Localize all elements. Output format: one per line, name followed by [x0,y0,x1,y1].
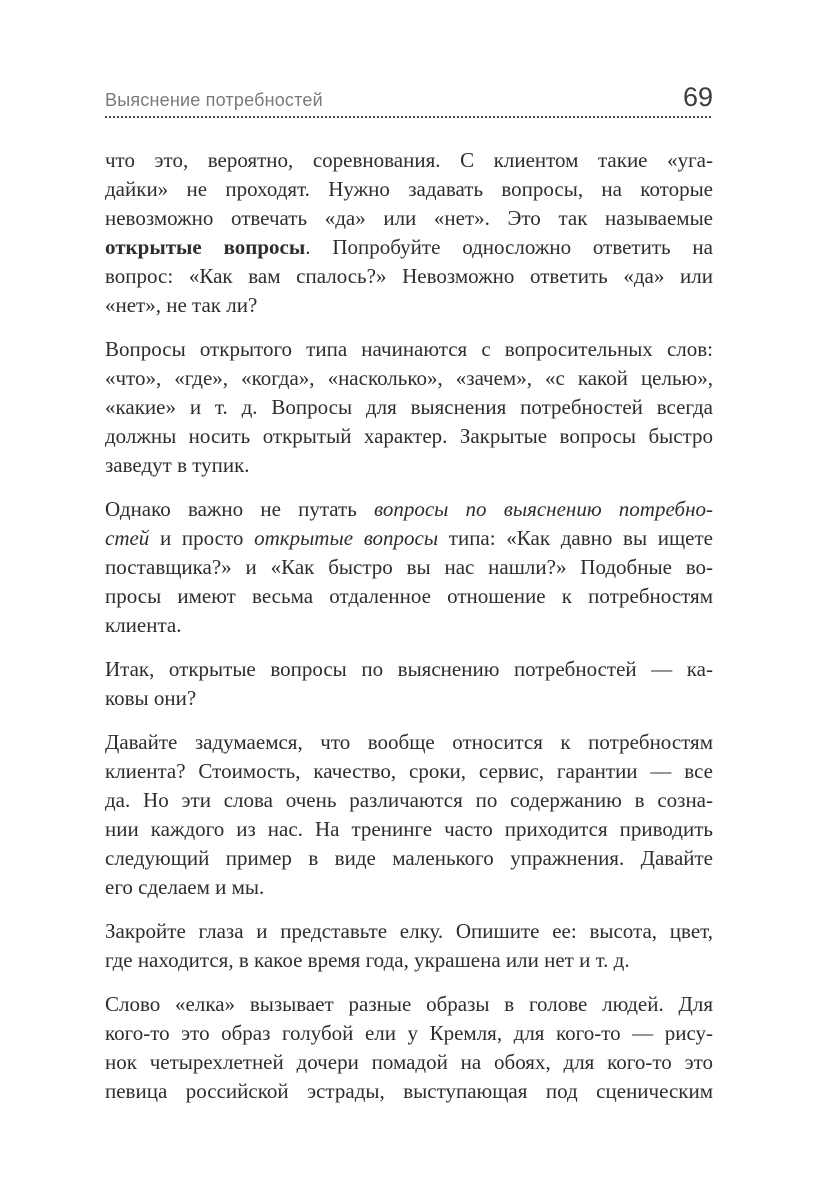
text-line [105,1077,713,1106]
text-line [105,291,713,320]
text-run: . Попробуйте односложно ответить на [305,235,713,259]
text-line [105,728,713,757]
text-run: следующий пример в виде маленького упражнения. Давайте [105,846,713,870]
text-line [105,175,713,204]
paragraph [105,495,713,640]
text-run: типа: «Как давно вы ищете [438,526,713,550]
text-run: открытые вопросы [105,235,306,259]
paragraph [105,335,713,480]
text-line [105,451,713,480]
text-line [105,146,713,175]
text-run: вопрос: «Как вам спалось?» Невозможно ответить «да» или [105,264,713,288]
text-line [105,611,713,640]
text-line [105,655,713,684]
text-line [105,204,713,233]
text-line [105,844,713,873]
text-run: клиента? Стоимость, качество, сроки, сервис, гарантии — все [105,759,713,783]
text-line [105,990,713,1019]
text-run: «какие» и т. д. Вопросы для выяснения потребностей всегда [105,395,713,419]
body-text [105,146,713,1106]
text-line [105,1019,713,1048]
text-line [105,422,713,451]
text-run: «что», «где», «когда», «насколько», «зачем», «с какой целью», [105,366,713,390]
text-line [105,815,713,844]
text-run: певица российской эстрады, выступающая под сценическим [105,1079,713,1103]
paragraph [105,990,713,1106]
running-title: Выяснение потребностей [105,90,323,110]
page-number: 69 [682,82,713,112]
text-run: Вопросы открытого типа начинаются с вопросительных слов: [105,337,713,361]
text-line [105,262,713,291]
text-run: заведут в тупик. [105,453,250,477]
text-run: Итак, открытые вопросы по выяснению потребностей — ка- [105,657,713,681]
text-line [105,786,713,815]
page-content [105,84,713,1106]
text-line [105,873,713,902]
text-line [105,757,713,786]
text-line [105,946,713,975]
text-run: кого-то это образ голубой ели у Кремля, для кого-то — рису- [105,1021,713,1045]
paragraph [105,917,713,975]
text-line [105,684,713,713]
text-line [105,524,713,553]
text-run: «нет», не так ли? [105,293,258,317]
text-run: Закройте глаза и представьте елку. Опишите ее: высота, цвет, [105,919,713,943]
text-run: невозможно отвечать «да» или «нет». Это так называемые [105,206,713,230]
text-run: где находится, в какое время года, украшена или нет и т. д. [105,948,630,972]
text-run: дайки» не проходят. Нужно задавать вопросы, на которые [105,177,713,201]
text-run: ковы они? [105,686,197,710]
paragraph [105,655,713,713]
text-run: просы имеют весьма отдаленное отношение к потребностям [105,584,713,608]
text-run: его сделаем и мы. [105,875,265,899]
text-run: должны носить открытый характер. Закрытые вопросы быстро [105,424,713,448]
dotted-separator [105,116,713,118]
text-run: Давайте задумаемся, что вообще относится к потребностям [105,730,713,754]
text-run: да. Но эти слова очень различаются по содержанию в созна- [105,788,713,812]
text-run: клиента. [105,613,182,637]
text-run: что это, вероятно, соревнования. С клиентом такие «уга- [105,148,713,172]
paragraph [105,146,713,320]
text-line [105,233,713,262]
page-header [105,84,713,111]
text-line [105,582,713,611]
text-line [105,917,713,946]
text-run: нок четырехлетней дочери помадой на обоях, для кого-то это [105,1050,713,1074]
text-run: открытые вопросы [254,526,439,550]
text-line [105,335,713,364]
text-line [105,393,713,422]
text-run: Однако важно не путать [105,497,374,521]
text-run: нии каждого из нас. На тренинге часто приходится приводить [105,817,713,841]
paragraph [105,728,713,902]
text-run: Слово «елка» вызывает разные образы в голове людей. Для [105,992,713,1016]
text-run: поставщика?» и «Как быстро вы нас нашли?» Подобные во- [105,555,713,579]
text-line [105,553,713,582]
text-run: вопросы по выяснению потребно- [373,497,713,521]
text-line [105,364,713,393]
text-run: и просто [149,526,255,550]
text-line [105,1048,713,1077]
text-run: стей [105,526,150,550]
text-line [105,495,713,524]
